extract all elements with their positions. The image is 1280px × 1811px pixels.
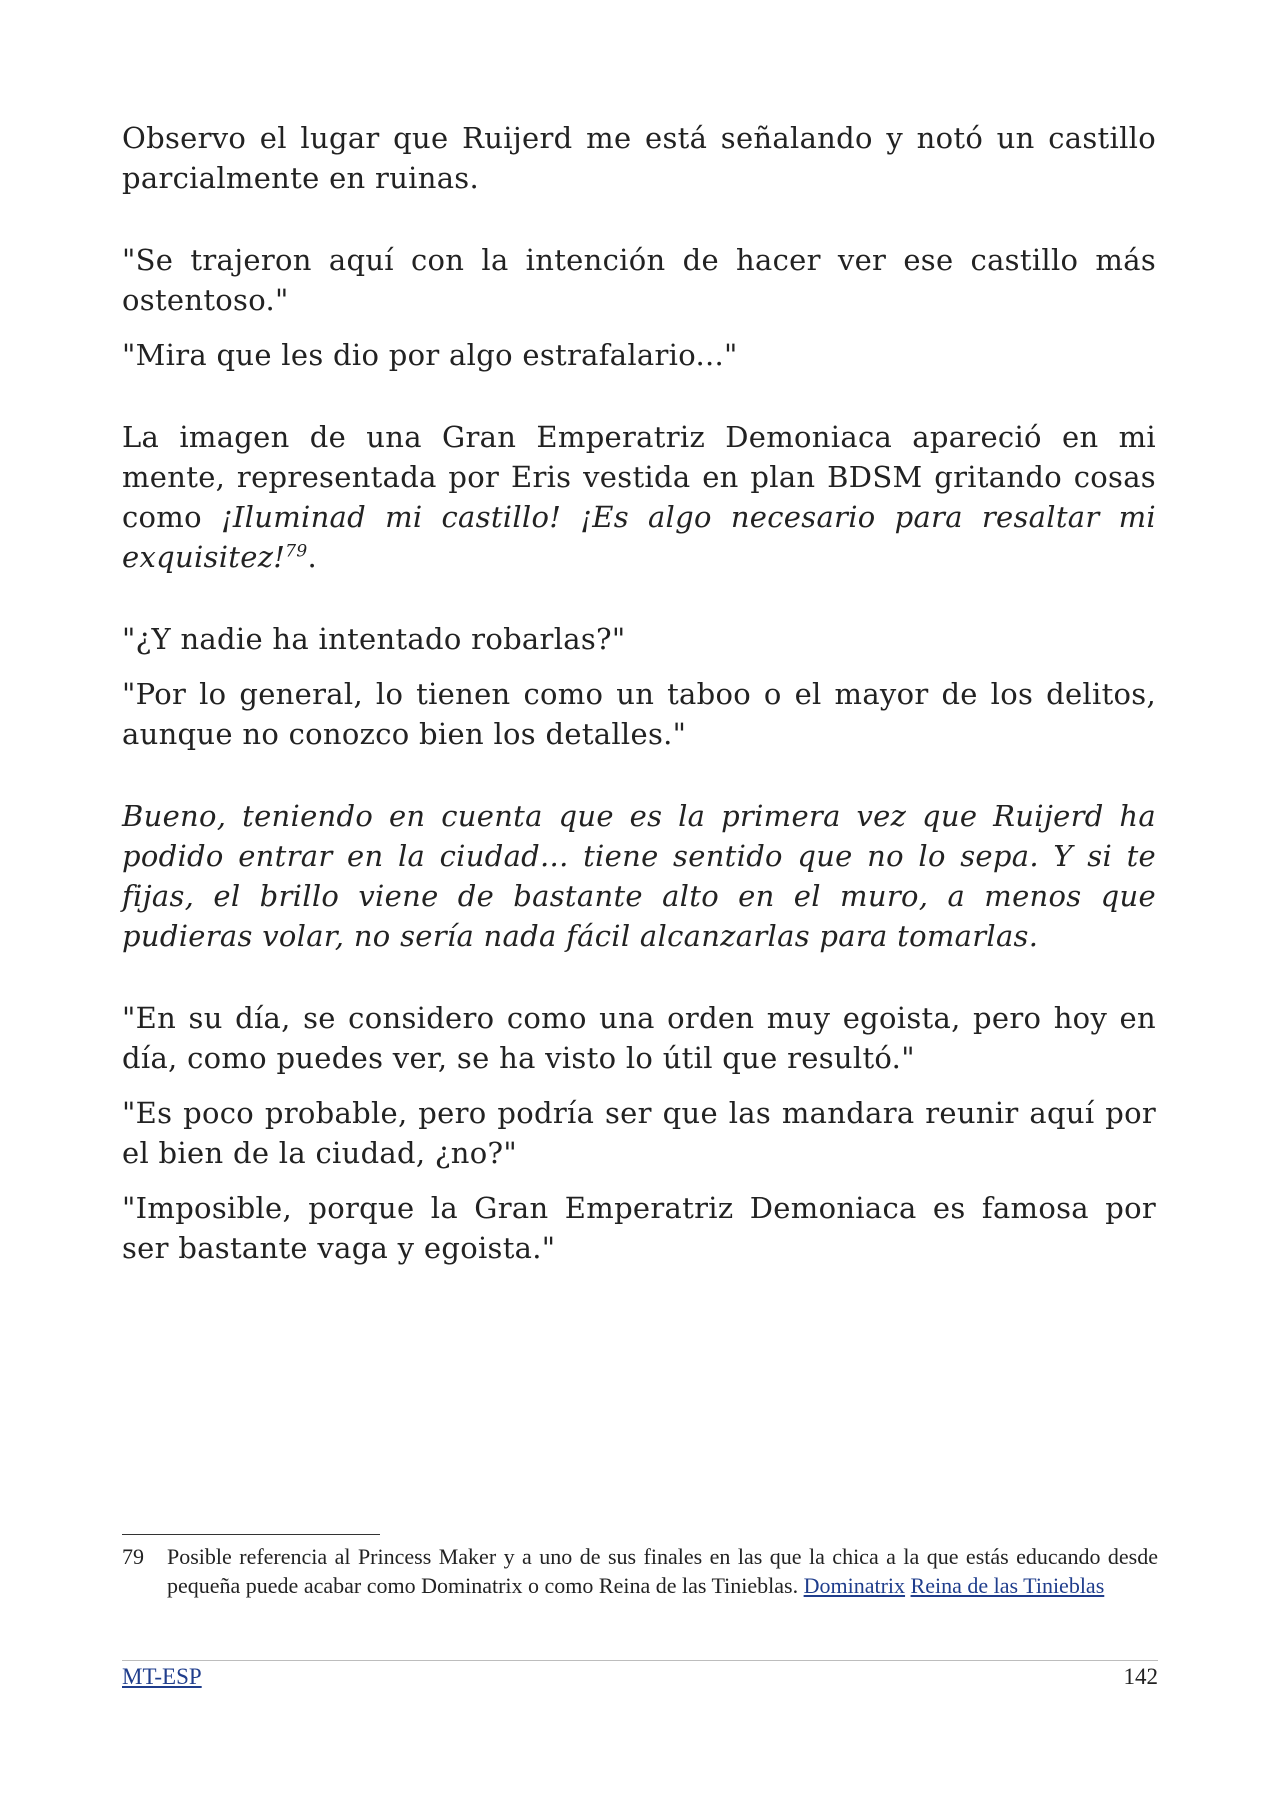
footnote-text: Posible referencia al Princess Maker y a uno de sus finales en las que la chica a la que estás educando desde pequeña puede acabar como Dominatrix o como Reina de las Tinieblas. [167, 1544, 1158, 1598]
paragraph-text: La imagen de una Gran Emperatriz Demoniaca apareció en mi mente, representada por Eris vestida en plan BDSM gritando cosas como [122, 420, 1156, 534]
footnote-link-dominatrix[interactable]: Dominatrix [803, 1573, 906, 1598]
paragraph: "¿Y nadie ha intentado robarlas?" [122, 622, 626, 656]
paragraph: "Imposible, porque la Gran Emperatriz Demoniaca es famosa por ser bastante vaga y egoista." [122, 1191, 1156, 1265]
paragraph: "Se trajeron aquí con la intención de hacer ver ese castillo más ostentoso." [122, 243, 1156, 317]
paragraph [122, 417, 1156, 577]
footnote-number: 79 [122, 1544, 144, 1569]
footer-link-mt-esp[interactable]: MT-ESP [122, 1664, 202, 1689]
footnote [122, 1542, 1158, 1600]
paragraph: Observo el lugar que Ruijerd me está señalando y notó un castillo parcialmente en ruinas. [122, 121, 1156, 195]
paragraph-end: . [307, 540, 318, 574]
paragraph: "En su día, se considero como una orden muy egoista, pero hoy en día, como puedes ver, se ha visto lo útil que resultó." [122, 1001, 1156, 1075]
italic-paragraph: Bueno, teniendo en cuenta que es la primera vez que Ruijerd ha podido entrar en la ciudad... tiene sentido que no lo sepa. Y si te fijas, el brillo viene de bastante alto en el muro, a menos que pudieras volar, no sería nada fácil alcanzarlas para tomarlas. [122, 799, 1156, 953]
paragraph: "Mira que les dio por algo estrafalario..." [122, 338, 738, 372]
paragraph: "Es poco probable, pero podría ser que las mandara reunir aquí por el bien de la ciudad, ¿no?" [122, 1096, 1156, 1170]
paragraph: "Por lo general, lo tienen como un taboo o el mayor de los delitos, aunque no conozco bien los detalles." [122, 677, 1156, 751]
footnote-link-reina[interactable]: Reina de las Tinieblas [910, 1573, 1105, 1598]
body-text [122, 118, 1156, 1268]
italic-exclamation: ¡Iluminad mi castillo! ¡Es algo necesario para resaltar mi exquisitez! [122, 500, 1156, 574]
footnote-body [167, 1542, 1158, 1600]
footer-separator [122, 1660, 1158, 1661]
page-number: 142 [1123, 1664, 1158, 1689]
footnote-reference[interactable]: 79 [285, 541, 308, 562]
footnote-separator [122, 1534, 380, 1535]
